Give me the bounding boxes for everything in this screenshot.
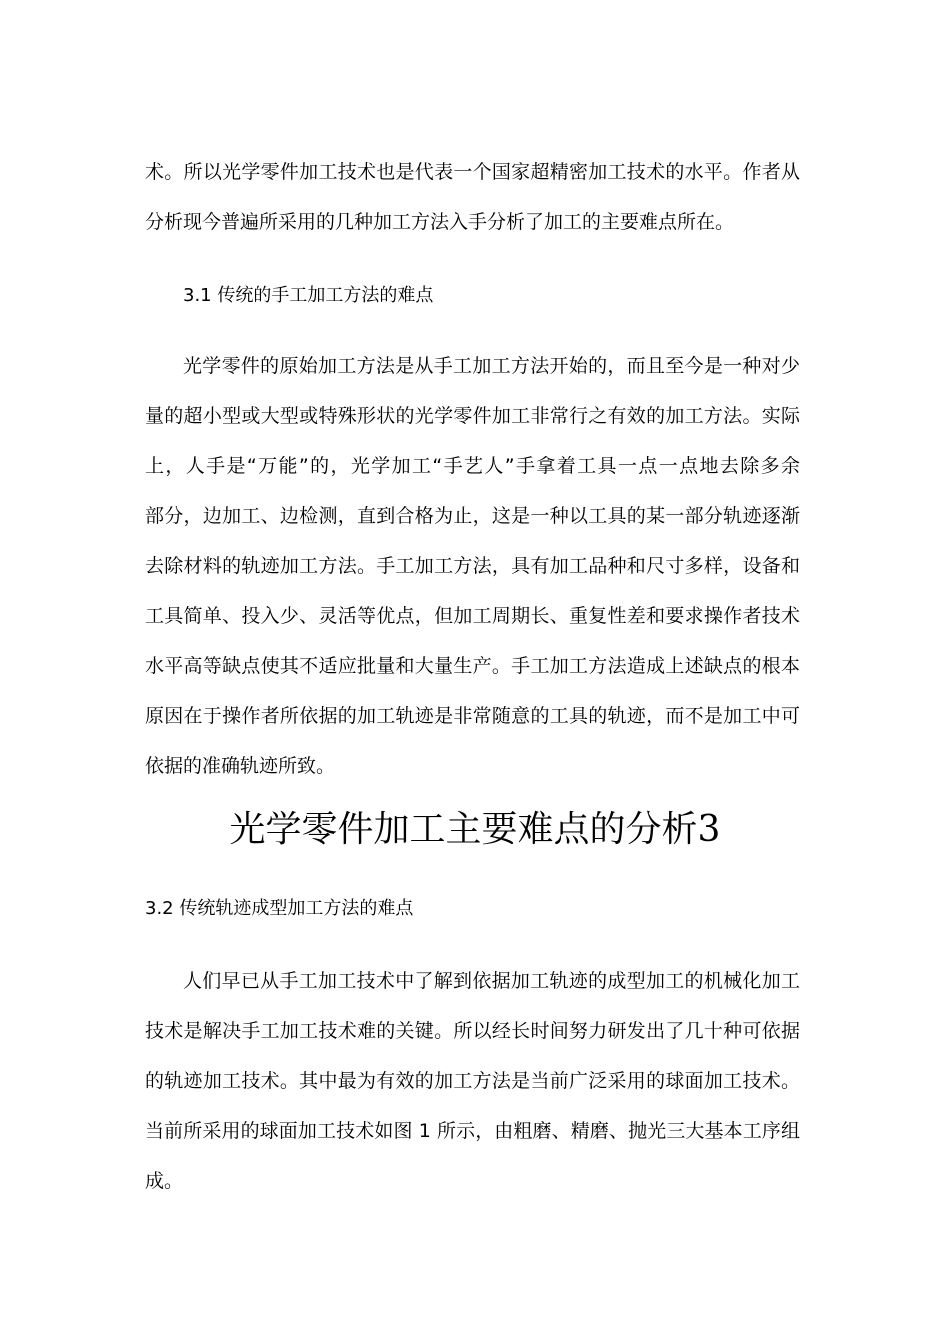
section-3-2-line-5: 成。 — [145, 1170, 184, 1192]
section-3-1-line-1: 光学零件的原始加工方法是从手工加工方法开始的，而且至今是一种对少 — [183, 355, 800, 377]
section-3-1-line-5: 去除材料的轨迹加工方法。手工加工方法，具有加工品种和尺寸多样，设备和 — [145, 555, 800, 577]
section-3-1-line-8: 原因在于操作者所依据的加工轨迹是非常随意的工具的轨迹，而不是加工中可 — [145, 705, 800, 727]
section-3-2-heading: 3.2 传统轨迹成型加工方法的难点 — [145, 898, 414, 919]
section-3-2-line-3: 的轨迹加工技术。其中最为有效的加工方法是当前广泛采用的球面加工技术。 — [145, 1070, 800, 1092]
section-3-2-line-1: 人们早已从手工加工技术中了解到依据加工轨迹的成型加工的机械化加工 — [183, 970, 800, 992]
section-3-1-line-2: 量的超小型或大型或特殊形状的光学零件加工非常行之有效的加工方法。实际 — [145, 405, 800, 427]
section-3-1-line-7: 水平高等缺点使其不适应批量和大量生产。手工加工方法造成上述缺点的根本 — [145, 655, 800, 677]
section-3-2-line-2: 技术是解决手工加工技术难的关键。所以经长时间努力研发出了几十种可依据 — [145, 1020, 800, 1042]
page-title: 光学零件加工主要难点的分析3 — [229, 809, 721, 850]
section-3-2-line-4: 当前所采用的球面加工技术如图 1 所示，由粗磨、精磨、抛光三大基本工序组 — [145, 1120, 800, 1142]
section-3-1-line-3: 上，人手是“万能”的，光学加工“手艺人”手拿着工具一点一点地去除多余 — [145, 455, 800, 477]
intro-line-1: 术。所以光学零件加工技术也是代表一个国家超精密加工技术的水平。作者从 — [145, 161, 800, 183]
intro-line-2: 分析现今普遍所采用的几种加工方法入手分析了加工的主要难点所在。 — [145, 211, 735, 233]
section-3-1-line-4: 部分，边加工、边检测，直到合格为止，这是一种以工具的某一部分轨迹逐渐 — [145, 505, 800, 527]
section-3-1-line-6: 工具简单、投入少、灵活等优点，但加工周期长、重复性差和要求操作者技术 — [145, 605, 800, 627]
section-3-1-line-9: 依据的准确轨迹所致。 — [145, 755, 336, 777]
section-3-1-heading: 3.1 传统的手工加工方法的难点 — [183, 285, 434, 306]
